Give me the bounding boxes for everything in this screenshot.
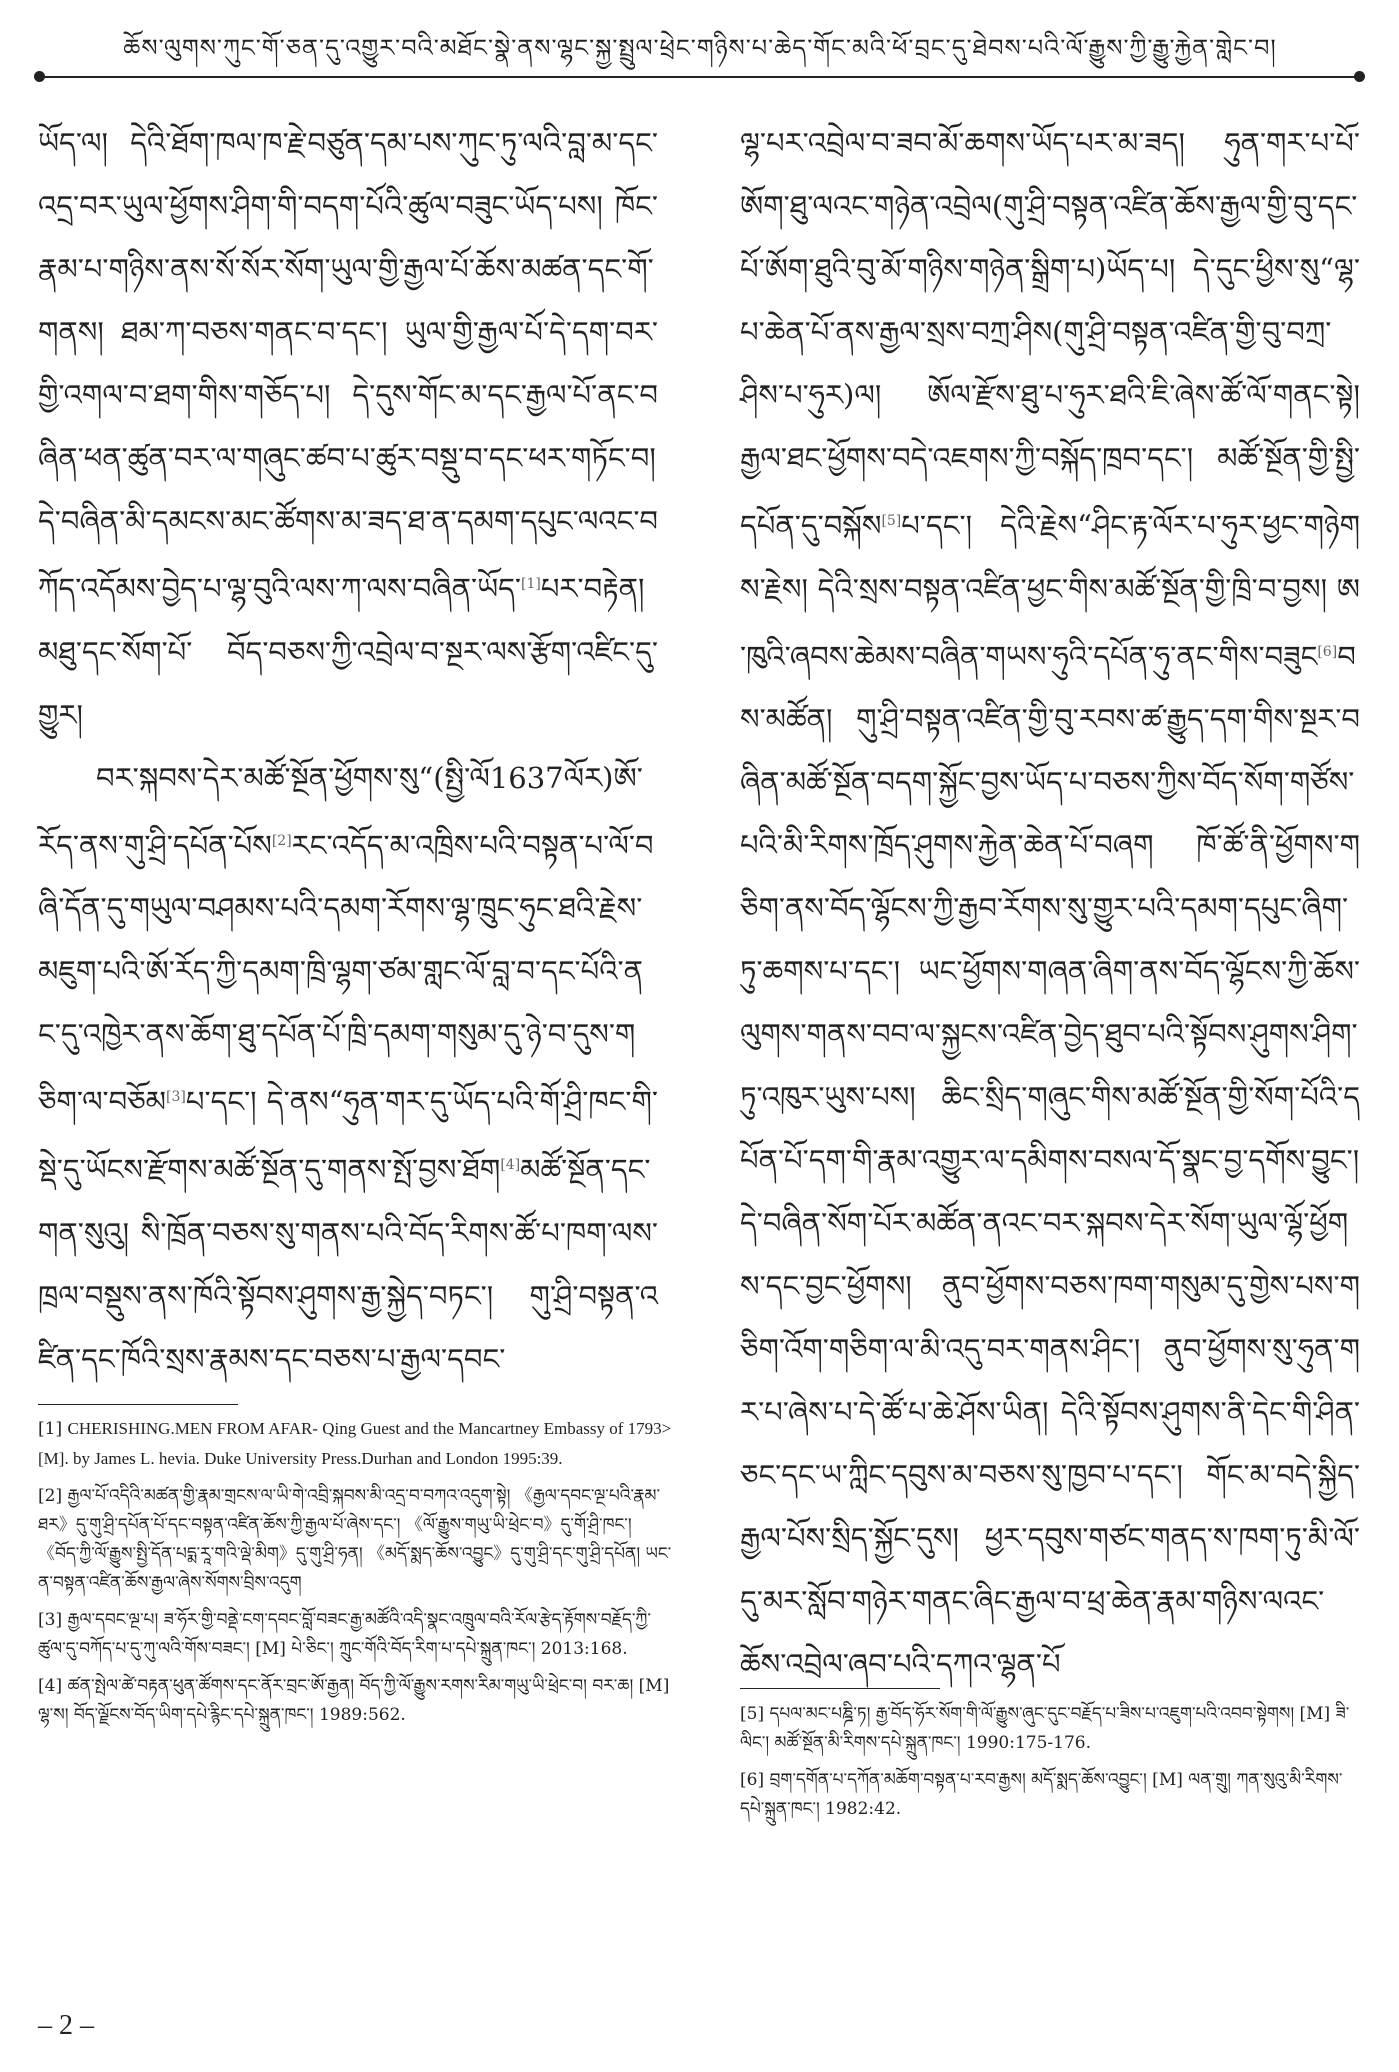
footnotes-left [38,1414,674,1738]
body-paragraph: བར་སྐབས་དེར་མཚོ་སྔོན་ཕྱོགས་སུ“(སྤྱི་ལོ1637ལོར)ཨོ་རོད་ནས་གུ་ཤྲི་དཔོན་པོས[2]རང་འདོད་མ་འཁྲིས་པའི་བསྟན་པ་ལོ་བཞི་དོན་དུ་གཡུལ་བཤམས་པའི་དམག་རོགས་ལྷ་ཁྲུང་ཧུང་ཐའི་རྗེས་མཇུག་པའི་ཨོ་རོད་ཀྱི་དམག་ཁྲི་ལྷག་ཙམ་གླང་ལོ་བླ་བ་དང་པོའི་ནང་དུ་འཁྱེར་ནས་ཆོག་ཐུ་དཔོན་པོ་ཁྲི་དམག་གསུམ་དུ་ཉེ་བ་དུས་གཅིག་ལ་བཅོམ[3]པ་དང་། དེ་ནས“ཧུན་གར་དུ་ཡོད་པའི་གོ་ཤྲི་ཁང་གི་སྡེ་དུ་ཡོངས་རྫོགས་མཚོ་སྔོན་དུ་གནས་སྤོ་བྱས་ཐོག[4]མཚོ་སྔོན་དང་གན་སུའུ། སི་ཁྲོན་བཅས་སུ་གནས་པའི་བོད་རིགས་ཚོ་པ་ཁག་ལས་ཁྲལ་བསྡུས་ནས་ཁོའི་སྟོབས་ཤུགས་རྒྱ་སྐྱེད་བཏང་། གུ་ཤྲི་བསྟན་འཛིན་དང་ཁོའི་སྲས་རྣམས་དང་བཅས་པ་རྒྱལ་དབང་ [38,760,658,1376]
footnote: [5] དཔལ་མང་པཎྜི་ཏ། རྒྱ་བོད་ཧོར་སོག་གི་ལོ་རྒྱུས་ཞུང་དུང་བརྗོད་པ་ཟིས་པ་འཇུག་པའི་འབབ་སྟེགས། [M] ཟི་ལིང་། མཚོ་སྔོན་མི་རིགས་དཔེ་སྐྲུན་ཁང་། 1990:175-176. [740,1704,1350,1753]
footnote-ref[interactable]: [5] [881,513,902,529]
footnote-ref[interactable]: [3] [166,1089,186,1106]
footnotes-right [740,1700,1360,1832]
right-column [740,112,1360,1696]
divider-dot-right [1354,71,1365,82]
footnote: [1] CHERISHING.MEN FROM AFAR- Qing Guest and the Mancartney Embassy of 1793>[M]. by James L. hevia. Duke University Press.Durhan and London 1995:39. [38,1419,672,1468]
footnote: [6] བྲག་དགོན་པ་དཀོན་མཆོག་བསྟན་པ་རབ་རྒྱས། མདོ་སྨད་ཆོས་འབྱུང་། [M] ལན་གྲུ། ཀན་སུའུ་མི་རིགས་དཔེ་སྐྲུན་ཁང་། 1982:42. [740,1770,1343,1819]
running-header: ཆོས་ལུགས་ཀུང་གོ་ཅན་དུ་འགྱུར་བའི་མཐོང་སྣེ་ནས་ལྷང་སྐྱ་སྤྲུལ་ཕྲེང་གཉིས་པ་ཆེད་གོང་མའི་ཕོ་བྲང་དུ་ཐེབས་པའི་ལོ་རྒྱུས་ཀྱི་རྒྱུ་རྐྱེན་གླེང་བ། [123,34,1277,62]
page-number: – 2 – [38,2010,94,2041]
footnote-divider-right [740,1688,940,1689]
footnote-divider-left [38,1404,238,1405]
footnote-ref[interactable]: [1] [521,576,541,592]
footnote-ref[interactable]: [4] [500,1156,521,1173]
footnote: [2] རྒྱལ་པོ་འདིའི་མཚན་གྱི་རྣམ་གྲངས་ལ་ཡི་གེ་འབྲི་སྐབས་མི་འདྲ་བ་བཀའ་འདུག་སྟེ། 《རྒྱལ་དབང་ལྔ་པའི་རྣམ་ཐར》དུ་གུ་ཤྲི་དཔོན་པོ་དང་བསྟན་འཛིན་ཆོས་ཀྱི་རྒྱལ་པོ་ཞེས་དང་། 《ལོ་རྒྱུས་གཡུ་ཡི་ཕྲེང་བ》དུ་གོ་ཤྲི་ཁང་། 《བོད་ཀྱི་ལོ་རྒྱུས་སྤྱི་དོན་པདྨ་རཱ་གའི་ལྡེ་མིག》དུ་གུ་ཤྲི་ཧན། 《མདོ་སྨད་ཆོས་འབྱུང》དུ་གུ་ཤྲི་དང་གུ་ཤྲི་དཔོན། ཡང་ན་བསྟན་འཛིན་ཆོས་རྒྱལ་ཞེས་སོགས་བྲིས་འདུག [38,1486,672,1593]
header-divider [38,76,1360,78]
divider-dot-left [34,71,45,82]
footnote: [3] རྒྱལ་དབང་ལྔ་པ། ཟ་ཧོར་གྱི་བནྡེ་ངག་དབང་བློ་བཟང་རྒྱ་མཚོའི་འདི་སྣང་འཁྲུལ་བའི་རོལ་རྩེད་རྟོགས་བརྗོད་ཀྱི་ཚུལ་དུ་བཀོད་པ་དུ་ཀུ་ལའི་གོས་བཟང་། [M] པེ་ཅིང་། ཀྲུང་གོའི་བོད་རིག་པ་དཔེ་སྐྲུན་ཁང་། 2013:168. [38,1610,651,1659]
body-paragraph: ལྷ་པར་འབྲེལ་བ་ཟབ་མོ་ཆགས་ཡོད་པར་མ་ཟད། ཧུན་གར་པ་པོ་ཨོག་ཐུ་ལའང་གཉེན་འབྲེལ(གུ་ཤྲི་བསྟན་འཛིན་ཆོས་རྒྱལ་གྱི་བུ་དང་པོ་ཨོག་ཐུའི་བུ་མོ་གཉིས་གཉེན་སྒྲིག་པ)ཡོད་པ། དེ་དུང་ཕྱིས་སུ“ལྷ་པ་ཆེན་པོ་ནས་རྒྱལ་སྲས་བཀྲ་ཤིས(གུ་ཤྲི་བསྟན་འཛིན་གྱི་བུ་བཀྲ་ཤིས་པ་ཧུར)ལ། ཨོལ་རྫོས་ཐུ་པ་ཧུར་ཐའི་ཇི་ཞེས་ཚོ་ལོ་གནང་སྟེ། རྒྱལ་ཐང་ཕྱོགས་བདེ་འཇགས་ཀྱི་བསྐོད་ཁྲབ་དང་། མཚོ་སྔོན་གྱི་སྤྱི་དཔོན་དུ་བསྐོས[5]པ་དང་། དེའི་རྗེས“ཤིང་རྟ་ལོར་པ་ཧུར་ཕྱང་གཉེགས་རྗེས། དེའི་སྲས་བསྟན་འཛིན་ཕྱང་གིས་མཚོ་སྔོན་གྱི་ཁྲི་བ་བྱས། ཨ་ཁུའི་ཞབས་ཆེམས་བཞིན་གཡས་ཧུའི་དཔོན་ཧུ་ནང་གིས་བཟུང[6]བས་མཚོན། གུ་ཤྲི་བསྟན་འཛིན་གྱི་བུ་རབས་ཚ་རྒྱུད་དག་གིས་སྔར་བཞིན་མཚོ་སྔོན་བདག་སྐྱོང་བྱས་ཡོད་པ་བཅས་ཀྱིས་བོད་སོག་གཙོས་པའི་མི་རིགས་ཁྲོད་ཤུགས་རྐྱེན་ཆེན་པོ་བཞག ཁོ་ཚོ་ནི་ཕྱོགས་གཅིག་ནས་བོད་ལྷོངས་ཀྱི་རྒྱབ་རོགས་སུ་གྱུར་པའི་དམག་དཔུང་ཞིག་ཏུ་ཆགས་པ་དང་། ཡང་ཕྱོགས་གཞན་ཞིག་ནས་བོད་ལྷོངས་ཀྱི་ཆོས་ལུགས་གནས་བབ་ལ་སྐྱངས་འཛིན་བྱེད་ཐུབ་པའི་སྟོབས་ཤུགས་ཤིག་ཏུ་འཁུར་ཡུས་པས། ཆིང་སྲིད་གཞུང་གིས་མཚོ་སྔོན་གྱི་སོག་པོའི་དཔོན་པོ་དག་གི་རྣམ་འགྱུར་ལ་དམིགས་བསལ་དོ་སྣང་བྱ་དགོས་བྱུང་། དེ་བཞིན་སོག་པོར་མཚོན་ནའང་བར་སྐབས་དེར་སོག་ཡུལ་ལྷོ་ཕྱོགས་དང་བྱང་ཕྱོགས། ནུབ་ཕྱོགས་བཅས་ཁག་གསུམ་དུ་གྱེས་པས་གཅིག་འོག་གཅིག་ལ་མི་འདུ་བར་གནས་ཤིང་། ནུབ་ཕྱོགས་སུ་ཧུན་གར་པ་ཞེས་པ་དེ་ཚོ་པ་ཆེ་ཤོས་ཡིན། དེའི་སྟོབས་ཤུགས་ནི་དེང་གི་ཤིན་ཅང་དང་ཡ་ཀླིང་དབུས་མ་བཅས་སུ་ཁྱབ་པ་དང་། གོང་མ་བདེ་སྐྱིད་རྒྱལ་པོས་སྲིད་སྐྱོང་དུས། ཕྱར་དབུས་གཙང་གནད་ས་ཁག་ཏུ་མི་ལོ་དུ་མར་སློབ་གཉེར་གནང་ཞིང་རྒྱལ་བ་ཕྲ་ཆེན་རྣམ་གཉིས་ལའང་ཆོས་འབྲེལ་ཞབ་པའི་དཀའ་ལྷན་པོ [740,126,1360,1682]
footnote-ref[interactable]: [2] [271,832,292,849]
footnote: [4] ཚན་སྤེལ་ཚེ་བརྟན་ཕུན་ཚོགས་དང་ནོར་བྲང་ཨོ་རྒྱན། བོད་ཀྱི་ལོ་རྒྱུས་རགས་རིམ་གཡུ་ཡི་ཕྲེང་བ། བར་ཆ། [M] ལྷ་ས། བོད་ལྗོངས་བོད་ཡིག་དཔེ་རྙིང་དཔེ་སྐྲུན་ཁང་། 1989:562. [38,1676,670,1725]
footnote-ref[interactable]: [6] [1317,643,1338,660]
body-paragraph: ཡོད་ལ། དེའི་ཐོག་ཁལ་ཁ་རྗེ་བཙུན་དམ་པས་ཀུང་ཏུ་ལའི་བླ་མ་དང་འདྲ་བར་ཡུལ་ཕྱོགས་ཤིག་གི་བདག་པོའི་ཚུལ་བཟུང་ཡོད་པས། ཁོང་རྣམ་པ་གཉིས་ནས་སོ་སོར་སོག་ཡུལ་གྱི་རྒྱལ་པོ་ཆོས་མཚན་དང་གོ་གནས། ཐམ་ཀ་བཅས་གནང་བ་དང་། ཡུལ་གྱི་རྒྱལ་པོ་དེ་དག་བར་གྱི་འགལ་བ་ཐག་གིས་གཅོད་པ། དེ་དུས་གོང་མ་དང་རྒྱལ་པོ་ནང་བཞིན་ཕན་ཚུན་བར་ལ་གཞུང་ཚབ་པ་ཚུར་བསྡུ་བ་དང་ཕར་གཏོང་བ། དེ་བཞིན་མི་དམངས་མང་ཚོགས་མ་ཟད་ཐ་ན་དམག་དཔུང་ལའང་བཀོད་འདོམས་བྱེད་པ་ལྷ་བུའི་ལས་ཀ་ལས་བཞིན་ཡོད་[1]པར་བརྟེན། མཐུ་དང་སོག་པོ་ བོད་བཅས་ཀྱི་འབྲེལ་བ་སྔར་ལས་རྩོག་འཛིང་དུ་གྱུར། [38,126,658,732]
left-column [38,112,658,1391]
